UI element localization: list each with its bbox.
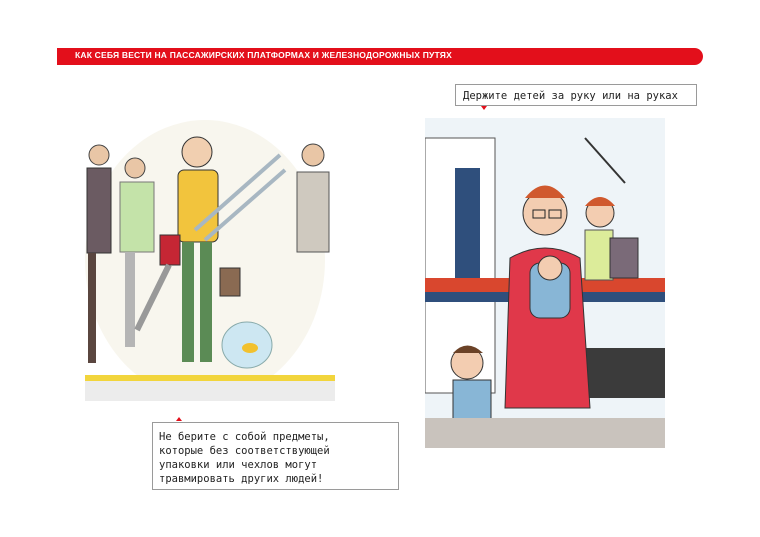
caption-hold-children [455, 84, 697, 106]
caption-dangerous-items [152, 422, 399, 490]
caption-pointer-left [176, 417, 182, 421]
caption-right-text: Держите детей за руку или на руках [463, 90, 678, 102]
header-banner [57, 48, 703, 65]
header-title: КАК СЕБЯ ВЕСТИ НА ПАССАЖИРСКИХ ПЛАТФОРМАХ И ЖЕЛЕЗНОДОРОЖНЫХ ПУТЯХ [75, 50, 452, 60]
caption-left-line-4: травмировать других людей! [159, 473, 324, 485]
caption-left-line-2: которые без соответствующей [159, 445, 330, 457]
mother-children-illustration [425, 118, 665, 448]
caption-left-line-1: Не берите с собой предметы, [159, 431, 330, 443]
caption-left-line-3: упаковки или чехлов могут [159, 459, 318, 471]
platform-crowd-illustration [85, 110, 335, 410]
